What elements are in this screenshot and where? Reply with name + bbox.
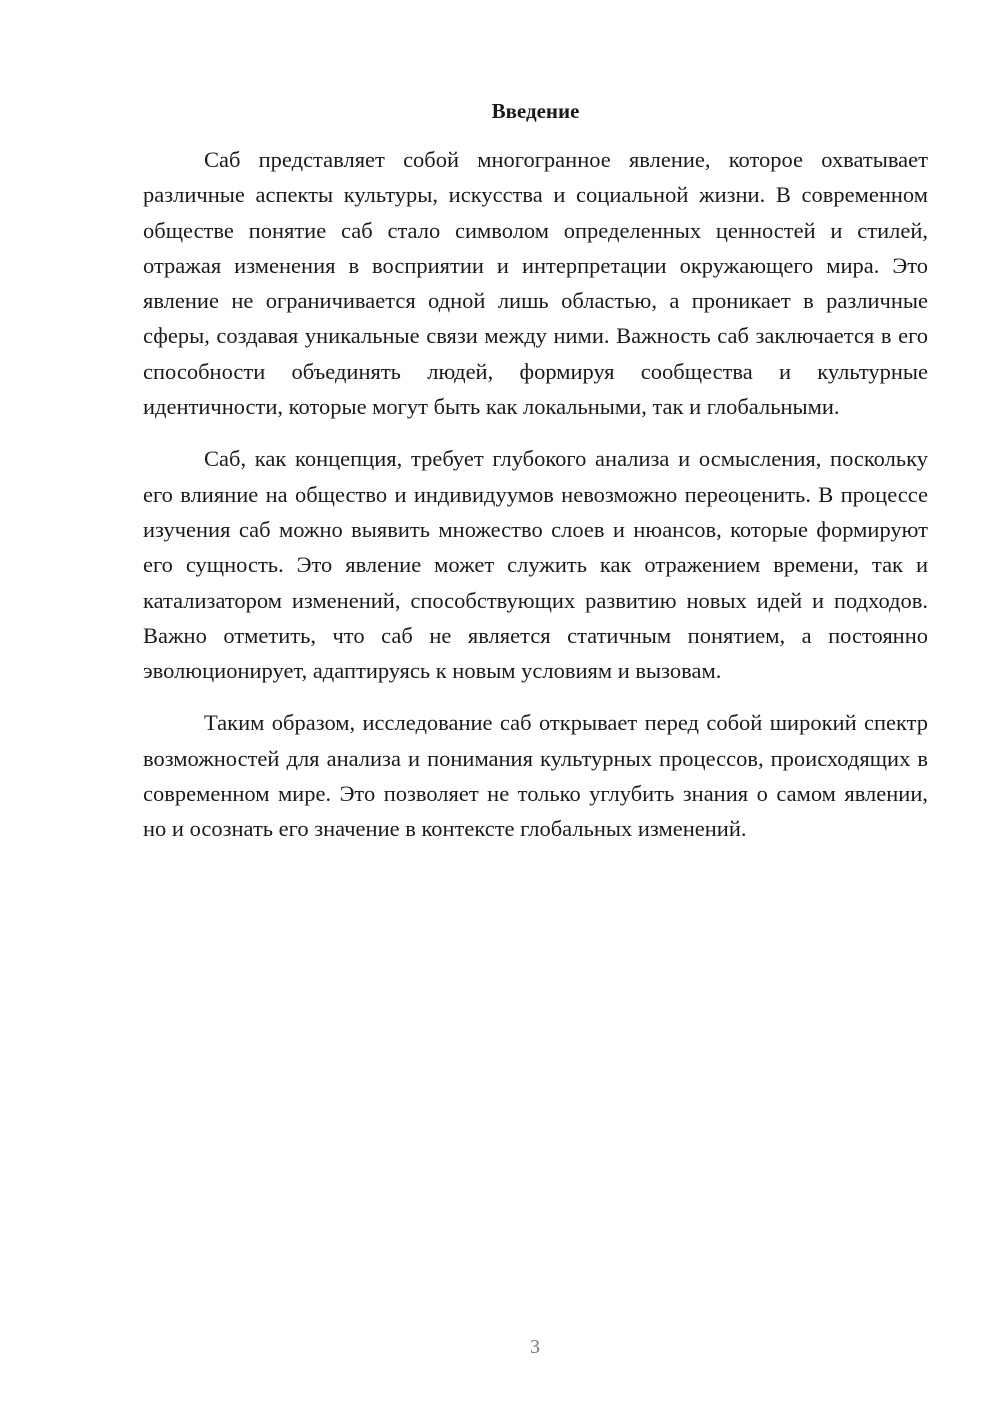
paragraph-1: Саб представляет собой многогранное явление, которое охватывает различные аспекты культуры, искусства и социальной жизни. В современном обществе понятие саб стало символом определенных ценностей и стилей, отражая изменения в восприятии и интерпретации окружающего мира. Это явление не ограничивается одной лишь областью, а проникает в различные сферы, создавая уникальные связи между ними. Важность саб заключается в его способности объединять людей, формируя сообщества и культурные идентичности, которые могут быть как локальными, так и глобальными. [143, 147, 928, 420]
paragraph-2: Саб, как концепция, требует глубокого анализа и осмысления, поскольку его влияние на общество и индивидуумов невозможно переоценить. В процессе изучения саб можно выявить множество слоев и нюансов, которые формируют его сущность. Это явление может служить как отражением времени, так и катализатором изменений, способствующих развитию новых идей и подходов. Важно отметить, что саб не является статичным понятием, а постоянно эволюционирует, адаптируясь к новым условиям и вызовам. [143, 446, 928, 684]
section-title: Введение [491, 99, 580, 123]
paragraph-3: Таким образом, исследование саб открывает перед собой широкий спектр возможностей для анализа и понимания культурных процессов, происходящих в современном мире. Это позволяет не только углубить знания о самом явлении, но и осознать его значение в контексте глобальных изменений. [143, 710, 928, 842]
body-text [143, 142, 928, 847]
page-number: 3 [530, 1336, 540, 1358]
